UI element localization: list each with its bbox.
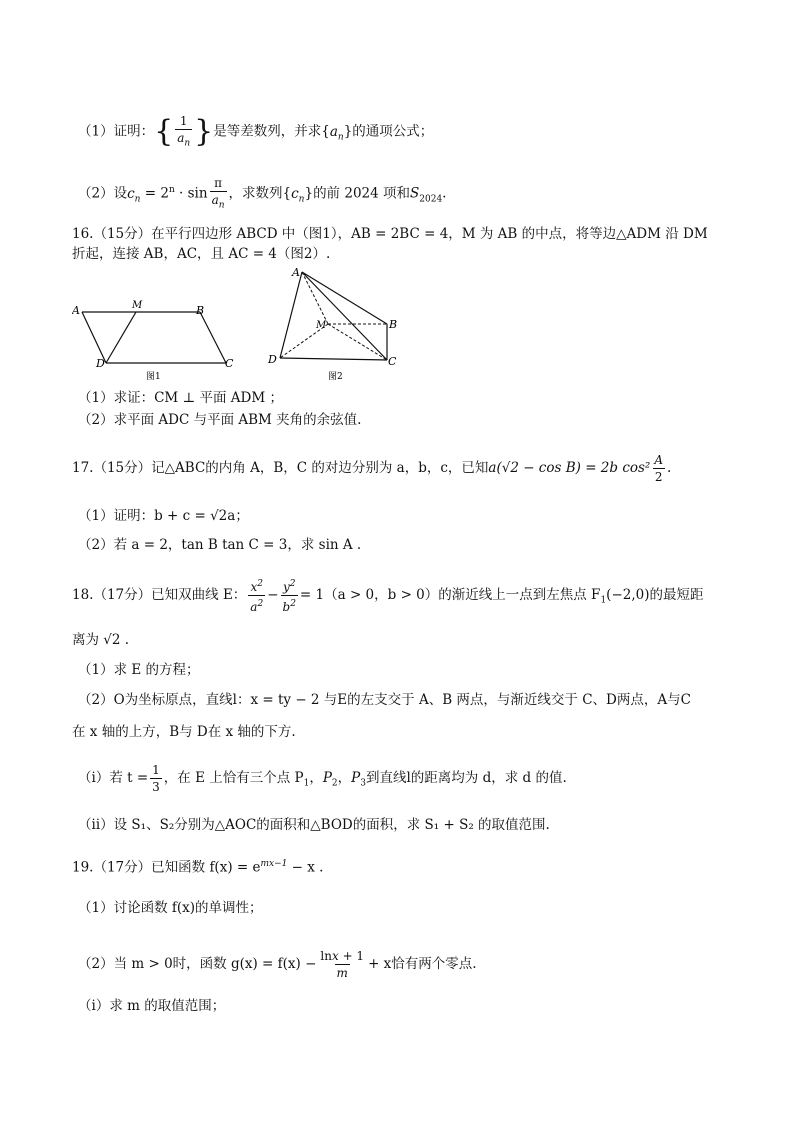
q18-sub-ii: （ⅱ）设 S₁、S₂分别为△AOC的面积和△BOD的面积，求 S₁ + S₂ 的取值范围.: [78, 817, 550, 833]
q16-part2: （2）求平面 ADC 与平面 ABM 夹角的余弦值.: [78, 412, 362, 428]
fraction-a-over-2: $\frac{A}{2}$: [654, 453, 664, 484]
fraction-pi-over-an: $\frac{\pi}{a_n}$: [210, 175, 227, 213]
q16-part1: （1）求证：CM ⊥ 平面 ADM ；: [78, 390, 283, 406]
q18-part1: （1）求 E 的方程；: [78, 662, 200, 678]
fig1-caption: 图1: [146, 372, 161, 382]
q18-sub-i: （ⅰ）若 t = $\frac{1}{3}$ ，在 E 上恰有三个点 $P_1$，$P_2$，$P_3$到直线l的距离均为 d，求 d 的值.: [78, 763, 567, 794]
figure-pyramid: [262, 264, 412, 386]
brace-open: {: [154, 114, 174, 150]
q19-part2: （2）当 m > 0时，函数 g(x) = f(x) − $\frac{\ln x + 1}{m}$ + x恰有两个零点.: [78, 949, 477, 980]
fig2-label-m: M: [316, 320, 327, 331]
fig1-label-d: D: [96, 357, 105, 370]
q17-part2: （2）若 a = 2，tan B tan C = 3，求 sin A .: [78, 537, 362, 553]
q19-sub-i: （ⅰ）求 m 的取值范围；: [78, 998, 226, 1014]
fig1-label-a: A: [72, 304, 80, 317]
fraction-1-over-an: $\frac{1}{a_n}$: [175, 113, 192, 151]
fig2-label-b: B: [389, 318, 398, 331]
fraction-1-over-3: $\frac{1}{3}$: [152, 763, 160, 794]
fraction-lnx-plus-1-over-m: $\frac{\ln x + 1}{m}$: [320, 949, 365, 980]
q18-heading-cont: 离为 √2 .: [72, 632, 130, 648]
q18-part2-cont: 在 x 轴的上方，B与 D在 x 轴的下方.: [72, 724, 296, 740]
q16-heading-cont: 折起，连接 AB，AC，且 AC = 4（图2）.: [72, 246, 331, 262]
fig1-label-c: C: [225, 357, 234, 370]
fraction-y2-over-b2: $\frac{y^2}{b^2}$: [282, 579, 296, 614]
q15-part1: （1）证明：{ $\frac{1}{a_n}$ }是等差数列，并求$\{a_n\}$的通项公式；: [78, 113, 433, 151]
fig1-label-m: M: [132, 300, 143, 311]
q18-part2: （2）O为坐标原点，直线l：x = ty − 2 与E的左支交于 A、B 两点，与渐近线交于 C、D两点，A与C: [78, 692, 691, 708]
fig1-label-b: B: [196, 304, 205, 317]
q19-part1: （1）讨论函数 f(x)的单调性；: [78, 900, 263, 916]
q18-heading: 18.（17分）已知双曲线 E： $\frac{x^2}{a^2}$ − $\frac{y^2}{b^2}$ = 1（a > 0，b > 0）的渐近线上一点到左焦点 $F_1(-2,0)$的最短距: [72, 576, 704, 615]
q19-heading: 19.（17分）已知函数 $f(x) = e^{mx-1} - x$ .: [72, 859, 324, 876]
q17-heading: 17.（15分）记△ABC的内角 A，B，C 的对边分别为 a，b，c，已知a(√2 − cos B) = 2b cos² $\frac{A}{2}$ .: [72, 453, 672, 484]
fig2-label-a: A: [292, 266, 300, 279]
fig2-label-d: D: [268, 353, 277, 366]
fraction-x2-over-a2: $\frac{x^2}{a^2}$: [250, 579, 264, 614]
brace-close: }: [194, 114, 214, 150]
q17-part1: （1）证明：b + c = √2a；: [78, 508, 249, 524]
q15-part2: （2）设$c_n = 2^n \cdot \sin$ $\frac{\pi}{a_n}$ ，求数列$\{c_n\}$的前 2024 项和$S_{2024}$.: [78, 175, 446, 213]
fig2-caption: 图2: [328, 372, 343, 382]
q16-heading: 16.（15分）在平行四边形 ABCD 中（图1），AB = 2BC = 4，M 为 AB 的中点，将等边△ADM 沿 DM: [72, 226, 708, 242]
figure-parallelogram: [72, 268, 242, 386]
fig2-label-c: C: [388, 355, 397, 368]
